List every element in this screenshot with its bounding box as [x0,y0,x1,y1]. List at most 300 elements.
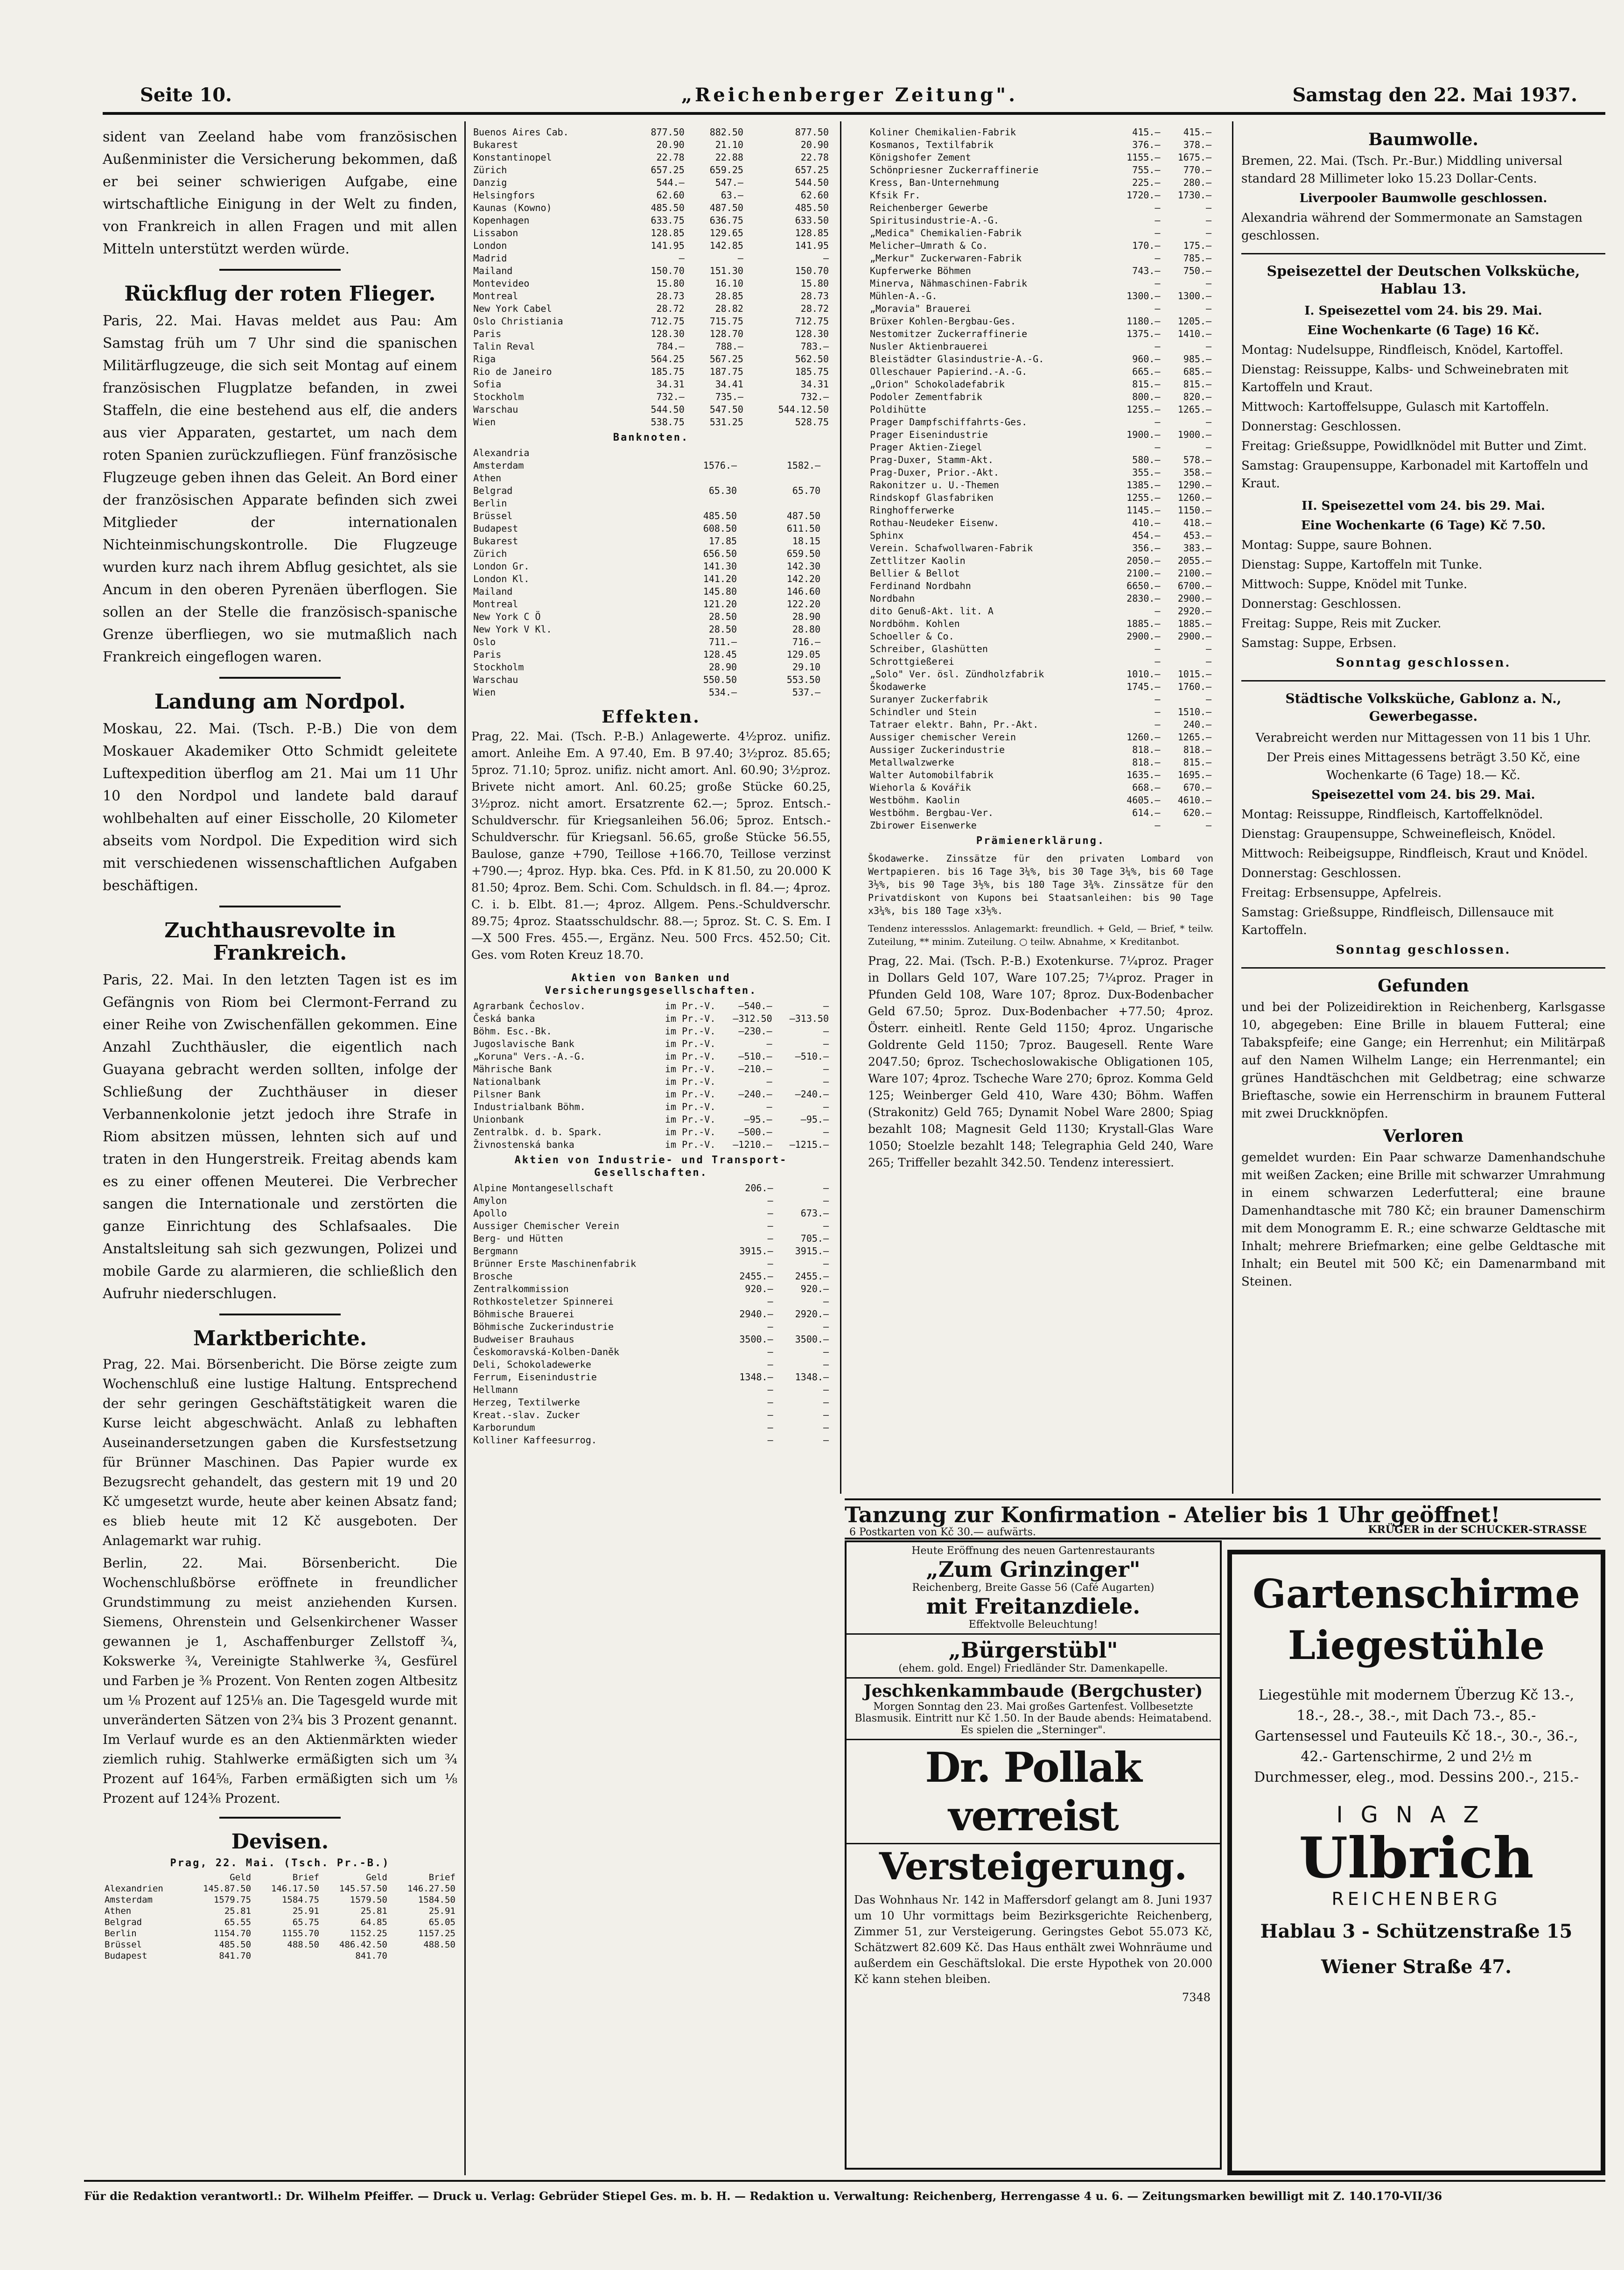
table-cell: 28.72 [656,303,685,314]
table-row [868,302,1213,315]
table-cell: — [767,1233,773,1244]
table-cell: 28.90 [708,661,737,673]
ad-text: Heute Eröffnung des neuen Gartenrestaurants [911,1545,1155,1557]
table-cell: 743.— [1132,265,1161,276]
table-cell [822,598,831,611]
table-cell: — [823,1296,829,1307]
table-row [471,1358,831,1371]
ad-headline: Jeschkenkammbaude (Bergchuster) [863,1681,1203,1701]
table-cell: — [679,253,685,264]
article-text: Moskau, 22. Mai. (Tsch. P.-B.) Die von dem Moskauer Akademiker Otto Schmidt geleitete Luftexpedition überflog am 21. Mai um 11 Uhr 10 den Nordpol und landete bald darauf wohlbehalten auf einer Eisscholle, 20 Kilometer abseits vom Nordpol. Die Expedition wird sich mit verschiedenen wissenschaftlichen Aufgaben beschäftigen. [103,721,457,894]
table-cell: Böhmische Brauerei [473,1308,574,1320]
article-separator [219,269,341,271]
table-cell [822,472,831,485]
menu-item: Freitag: Grießsuppe, Powidlknödel mit Butter und Zimt. [1241,439,1587,453]
table-row [868,580,1213,592]
table-cell: Ferrum, Eisenindustrie [473,1371,597,1383]
table-row [471,1384,831,1396]
menu-item: Dienstag: Suppe, Kartoffeln mit Tunke. [1241,558,1483,572]
table-cell: — [1205,442,1211,453]
table-cell: 1260.— [1177,492,1211,503]
table-cell: London Kl. [473,573,530,584]
menu-title: II. Speisezettel vom 24. bis 29. Mai. [1302,499,1545,513]
table-cell: 34.31 [800,379,829,390]
table-cell: 633.50 [795,215,829,226]
notice-text: und bei der Polizeidirektion in Reichenberg, Karlsgasse 10, abgegeben: Eine Brille in blauem Futteral; eine Tabakspfeife; eine Gange; ein Herrenhut; ein Militärpaß auf den Namen Wilhelm Lange; ein Herrenmantel; ein grünes Handtäschchen mit Geldbetrag; eine schwarze Brieftasche, sowie ein Herrenschirm in braunem Futteral mit zwei Druckknöpfen. [1241,1000,1605,1121]
table-cell: Montevideo [473,278,530,289]
table-cell: 673.— [800,1208,829,1219]
table-cell: im Pr.-V. [665,1101,716,1112]
table-cell: 920.— [745,1283,773,1294]
table-cell: Kolliner Kaffeesurrog. [473,1434,597,1446]
newspaper-title: „Reichenberger Zeitung". [681,84,1018,106]
ad-text: Effektvolle Beleuchtung! [968,1619,1098,1630]
table-row [868,189,1213,202]
table-cell: Geld [366,1872,387,1883]
table-cell: 657.25 [651,164,685,176]
table-cell: 1375.— [1127,328,1161,339]
table-cell: Budapest [105,1951,147,1961]
table-cell: Melicher—Umrath & Co. [870,240,988,251]
table-cell: Industrialbank Böhm. [473,1101,586,1112]
company-address: Wiener Straße 47. [1321,1956,1512,1978]
table-cell: — [1155,706,1161,717]
table-cell: — [767,1208,773,1219]
table-cell: — [1205,227,1211,239]
table-cell: Amsterdam [105,1895,153,1905]
table-cell [822,548,831,560]
table-cell: im Pr.-V. [665,1038,716,1049]
table-row [868,643,1213,655]
table-cell: Deli, Schokoladewerke [473,1359,591,1370]
table-cell: 1010.— [1127,668,1161,680]
table-cell: 815.— [1132,379,1161,390]
article-separator [219,906,341,907]
table-cell [822,636,831,648]
table-cell: — [823,1101,829,1112]
table-cell: 150.70 [795,265,829,276]
table-cell: — [1205,643,1211,654]
table-cell: 185.75 [795,366,829,377]
table-row [868,164,1213,176]
table-cell: 3500.— [739,1334,773,1345]
table-cell [822,497,831,510]
table-cell: Nationalbank [473,1076,541,1087]
table-cell: 2900.— [1177,593,1211,604]
table-row [471,560,831,573]
table-row [868,605,1213,618]
table-cell: im Pr.-V. [665,1051,716,1062]
table-cell: Aussiger Chemischer Verein [473,1220,620,1231]
table-cell: 920.— [800,1283,829,1294]
table-cell: 376.— [1132,139,1161,150]
table-row [868,542,1213,555]
ad-headline: Tanzung zur Konfirmation - Atelier bis 1 Uhr geöffnet! [845,1502,1500,1527]
table-row [471,1421,831,1434]
table-cell: Koliner Chemikalien-Fabrik [870,127,1016,138]
table-row [471,1088,831,1101]
table-cell [739,447,822,459]
article-separator [219,1817,341,1819]
table-cell: 711.— [708,636,737,647]
table-cell: im Pr.-V. [665,1076,716,1087]
table-cell: —500.— [738,1126,772,1138]
table-cell: 670.— [1183,782,1211,793]
table-cell [822,560,831,573]
table-cell: 578.— [1183,454,1211,465]
table-cell: Rothkosteletzer Spinnerei [473,1296,614,1307]
table-cell: 528.75 [795,416,829,428]
table-cell: 3915.— [739,1245,773,1257]
table-cell: 1348.— [795,1371,829,1383]
table-cell: 128.85 [795,227,829,239]
table-row [868,252,1213,265]
article-text: Prag, 22. Mai. Börsenbericht. Die Börse zeigte zum Wochenschluß eine lustige Haltung. Entsprechend der sehr geringen Geschäftstätigkeit waren die Kurse leicht abgeschwächt. Anlaß zu lebhaften Auseinandersetzungen gaben die Kursfestsetzung für Brünner Maschinen. Das Papier wurde ex Bezugsrecht gehandelt, das gestern mit 19 und 20 Kč umgesetzt wurde, heute aber keinen Absatz fand; es blieb heute mit 12 Kč ausgeboten. Der Anlagemarkt war ruhig. [103,1356,457,1548]
table-row [471,202,831,214]
table-cell: — [767,1384,773,1395]
table-cell: 146.17.50 [271,1883,320,1894]
table-cell: Talin Reval [473,341,535,352]
table-cell: —1215.— [789,1139,829,1150]
table-cell: Poldihütte [870,404,926,415]
table-row [471,1113,831,1126]
table-row [868,668,1213,681]
table-cell [655,497,739,510]
table-row [868,567,1213,580]
section-headline: Baumwolle. [1368,130,1478,149]
table-cell: „Orion" Schokoladefabrik [870,379,1005,390]
table-cell: —95.— [800,1114,829,1125]
table-cell: — [1155,278,1161,289]
table-cell: 240.— [1183,719,1211,730]
table-row [868,151,1213,164]
section-headline: Speisezettel der Deutschen Volksküche, Hablau 13. [1267,263,1580,297]
ad-text: Morgen Sonntag den 23. Mai großes Gartenfest. Vollbesetzte Blasmusik. Eintritt nur Kč 1.50. In der Baude abends: Heimatabend. Es spielen die „Sterninger". [854,1701,1212,1736]
ad-headline: „Bürgerstübl" [948,1637,1118,1663]
table-cell: 815.— [1183,379,1211,390]
table-cell: 750.— [1183,265,1211,276]
table-cell: Schoeller & Co. [870,631,954,642]
table-row [471,1346,831,1358]
restaurant-ad [847,1635,1220,1679]
table-row [471,1075,831,1088]
table-cell: 121.20 [703,598,737,610]
company-firstname: IGNAZ [1336,1802,1497,1828]
table-cell: 34.41 [715,379,743,390]
table-cell: 485.50 [651,202,685,213]
table-row [868,441,1213,454]
header-rule [103,112,1605,115]
table-cell: 1695.— [1177,769,1211,780]
table-cell: London [473,240,507,251]
table-cell: Alpine Montangesellschaft [473,1182,614,1194]
table-cell: 28.85 [715,290,743,302]
menu-item: Donnerstag: Geschlossen. [1241,420,1401,434]
table-cell: 418.— [1183,517,1211,528]
table-cell: 378.— [1183,139,1211,150]
table-cell: 544.12.50 [778,404,829,415]
table-cell: Bleistädter Glasindustrie-A.-G. [870,353,1044,365]
table-cell: 62.60 [656,190,685,201]
table-cell: Stockholm [473,661,524,673]
table-cell: — [1155,227,1161,239]
table-cell: 6650.— [1127,580,1161,591]
table-cell: 665.— [1132,366,1161,377]
table-row [868,731,1213,744]
table-cell: — [1155,643,1161,654]
table-cell: Olleschauer Papierind.-A.-G. [870,366,1028,377]
table-cell: — [1205,202,1211,213]
table-cell: 17.85 [708,535,737,547]
table-row [868,819,1213,832]
table-cell: 705.— [800,1233,829,1244]
table-cell: 487.50 [709,202,743,213]
table-cell: — [1155,694,1161,705]
table-row [471,1101,831,1113]
table-row [471,686,831,699]
table-cell: 129.05 [786,649,821,660]
table-cell: Brief [292,1872,320,1883]
company-address: Hablau 3 - Schützenstraße 15 [1260,1920,1573,1942]
table-cell: 25.91 [428,1906,455,1916]
table-cell: im Pr.-V. [665,1139,716,1150]
table-cell: Schindler und Stein [870,706,977,717]
table-cell: 1584.75 [281,1895,320,1905]
table-cell: 877.50 [651,127,685,138]
notices-column [1241,126,1605,1293]
table-row [471,1182,831,1195]
table-cell: 1260.— [1127,731,1161,743]
table-cell [822,510,831,522]
table-cell: im Pr.-V. [665,1013,716,1024]
garden-furniture-ad [1227,1550,1605,2175]
table-cell: New York V Kl. [473,624,552,635]
table-cell: Zentralkommission [473,1283,569,1294]
table-cell: 562.50 [795,353,829,365]
table-cell: — [823,253,829,264]
table-cell: Kress, Ban-Unternehmung [870,177,999,188]
table-row [868,277,1213,290]
table-cell: 553.50 [786,674,821,685]
table-cell: 1410.— [1177,328,1211,339]
table-cell: Belgrad [105,1917,142,1927]
table-cell: 128.85 [651,227,685,239]
notice-text: Verabreicht werden nur Mittagessen von 11 bis 1 Uhr. [1255,731,1591,745]
praemien-text: Škodawerke. Zinssätze für den privaten Lombard von Wertpapieren. bis 16 Tage 3¼%, bis 30 Tage 3¼%, bis 60 Tage 3½%, bis 90 Tage 3½%, bis 180 Tage 3¾%. Zinssätze für den Privatdiskont von Kupons bei Staatsanleihen: bis 90 Tage x3¼%, bis 180 Tage x3½%. [868,853,1213,916]
table-cell: — [737,253,743,264]
table-row [868,391,1213,403]
table-cell [822,535,831,548]
table-cell: Kopenhagen [473,215,530,226]
table-cell [822,623,831,636]
table-cell: —95.— [744,1114,772,1125]
table-row [471,1207,831,1220]
table-cell: 2920.— [1177,605,1211,617]
table-cell: 1579.50 [350,1895,387,1905]
table-row [471,403,831,416]
column-divider [464,121,466,2175]
table-cell: — [1155,215,1161,226]
table-cell: 1582.— [786,460,821,471]
table-cell: Nordböhm. Kohlen [870,618,960,629]
menu-item: Mittwoch: Suppe, Knödel mit Tunke. [1241,577,1468,591]
table-cell: 128.30 [795,328,829,339]
table-cell: 18.15 [792,535,821,547]
table-row [471,328,831,340]
column-divider [840,121,841,1494]
table-cell: 16.10 [715,278,743,289]
table-row [471,1409,831,1421]
table-cell: Prager Dampfschiffahrts-Ges. [870,416,1028,428]
table-row [471,353,831,365]
table-cell: Brünner Erste Maschinenfabrik [473,1258,637,1269]
table-row [471,1396,831,1409]
table-cell: — [823,1195,829,1206]
table-cell [253,1950,321,1961]
table-row [471,598,831,611]
section-subtitle: Aktien von Banken und Versicherungsgesellschaften. [545,972,757,997]
table-cell: Suranyer Zuckerfabrik [870,694,988,705]
table-cell: 3500.— [795,1334,829,1345]
table-row [471,1139,831,1151]
table-cell: Nordbahn [870,593,915,604]
table-cell [822,686,831,699]
table-cell: 2455.— [739,1271,773,1282]
table-row [868,340,1213,353]
table-cell: 1635.— [1127,769,1161,780]
table-row [868,176,1213,189]
table-row [471,497,831,510]
table-cell: 2455.— [795,1271,829,1282]
table-cell: — [766,1076,772,1087]
table-row [471,522,831,535]
table-cell [822,522,831,535]
footer-rule [84,2180,1605,2182]
table-cell: 608.50 [703,523,737,534]
table-cell: —312.50 [733,1013,772,1024]
ad-text: Reichenberg, Breite Gasse 56 (Café Augarten) [912,1582,1155,1594]
table-row [471,214,831,227]
table-cell: 531.25 [709,416,743,428]
table-cell: 633.75 [651,215,685,226]
aktien-table [471,1000,831,1151]
table-cell: — [1155,303,1161,314]
table-row [868,353,1213,365]
table-cell: 1745.— [1127,681,1161,692]
table-cell [822,585,831,598]
table-row [471,1232,831,1245]
article-text: Berlin, 22. Mai. Börsenbericht. Die Wochenschlußbörse eröffnete in freundlicher Grundstimmung zu meist anziehenden Kursen. Siemens, Ohrenstein und Gelsenkirchener Wasser gewannen je 1, Aschaffenburger Zellstoff ¾, Kokswerke ¾, Vereinigte Stahlwerke ¾, Gesfürel und Farben je ⅜ Prozent. Von Renten zogen Altbesitz um ⅛ Prozent auf 125⅛ an. Die Tagesgeld wurde mit unveränderten Sätzen von 2¾ bis 3 Prozent genannt. Im Verlauf wurde es an den Aktienmärkten wieder ziemlich ruhig. Stahlwerke ermäßigten sich um ¾ Prozent auf 164⅝, Farben ermäßigten sich um ⅛ Prozent auf 124⅜ Prozent. [103,1555,457,1806]
table-cell: 21.10 [715,139,743,150]
table-cell: Aussiger chemischer Verein [870,731,1016,743]
table-cell: 28.80 [792,624,821,635]
table-cell: 485.50 [219,1940,252,1950]
table-cell: Mailand [473,265,513,276]
table-cell: 783.— [800,341,829,352]
table-cell: — [823,1409,829,1420]
table-cell: 712.75 [651,316,685,327]
ad-number: 7348 [1182,1991,1211,2004]
table-cell: 485.50 [795,202,829,213]
table-row [868,492,1213,504]
menu-item: Dienstag: Graupensuppe, Schweinefleisch, Knödel. [1241,827,1556,841]
table-cell: 141.95 [795,240,829,251]
table-cell: 488.50 [423,1940,455,1950]
table-cell: dito Genuß-Akt. lit. A [870,605,994,617]
table-cell: 882.50 [709,127,743,138]
table-cell: Belgrad [473,485,513,496]
table-row [471,189,831,202]
table-cell: Budapest [473,523,518,534]
separator [1241,253,1605,254]
table-row [868,429,1213,441]
section-subtitle: Aktien von Industrie- und Transport-Gesellschaften. [514,1154,788,1179]
table-cell: — [823,1434,829,1446]
table-cell: 65.70 [792,485,821,496]
table-row [868,769,1213,781]
table-cell: — [767,1321,773,1332]
table-cell: 142.30 [786,561,821,572]
table-cell: 1290.— [1177,479,1211,491]
table-cell: — [823,1038,829,1049]
table-cell: Warschau [473,404,518,415]
table-cell: — [1205,215,1211,226]
table-cell: 534.— [708,687,737,698]
table-cell: Westböhm. Kaolin [870,794,960,806]
table-cell: —540.— [738,1000,772,1012]
table-cell: „Moravia" Brauerei [870,303,971,314]
table-cell: — [1205,278,1211,289]
table-cell: 755.— [1132,164,1161,176]
table-cell: 129.65 [709,227,743,239]
table-cell: — [823,1076,829,1087]
table-cell: 1157.25 [418,1928,455,1939]
table-cell: Zürich [473,548,507,559]
table-cell: New York C Ö [473,611,541,622]
table-cell: Kosmanos, Textilfabrik [870,139,994,150]
table-cell: Montreal [473,598,518,610]
menu-item: Montag: Suppe, saure Bohnen. [1241,538,1432,552]
mountain-hut-ad [847,1679,1220,1740]
table-cell: 145.87.50 [203,1883,252,1894]
table-cell: Tatraer elektr. Bahn, Pr.-Akt. [870,719,1039,730]
doctor-notice [847,1740,1220,1844]
table-cell: 1150.— [1177,505,1211,516]
table-cell: 3915.— [795,1245,829,1257]
column-divider [1232,121,1233,1494]
table-cell: 1760.— [1177,681,1211,692]
table-cell: 28.72 [800,303,829,314]
menu-list [1241,536,1605,652]
table-cell: 537.— [792,687,821,698]
table-row [471,611,831,623]
table-cell: —240.— [795,1089,829,1100]
menu-item: Freitag: Suppe, Reis mit Zucker. [1241,617,1442,631]
table-cell: Geld [230,1872,252,1883]
table-cell: Hellmann [473,1384,518,1395]
table-cell: Schreiber, Glashütten [870,643,988,654]
table-cell: 63.— [721,190,743,201]
table-row [471,176,831,189]
table-cell: „Solo" Ver. ösl. Zündholzfabrik [870,668,1044,680]
table-row [471,548,831,560]
table-cell: 4610.— [1177,794,1211,806]
table-row [471,1270,831,1283]
table-cell: 280.— [1183,177,1211,188]
table-row [868,781,1213,794]
table-cell: 15.80 [656,278,685,289]
table-cell: im Pr.-V. [665,1000,716,1012]
